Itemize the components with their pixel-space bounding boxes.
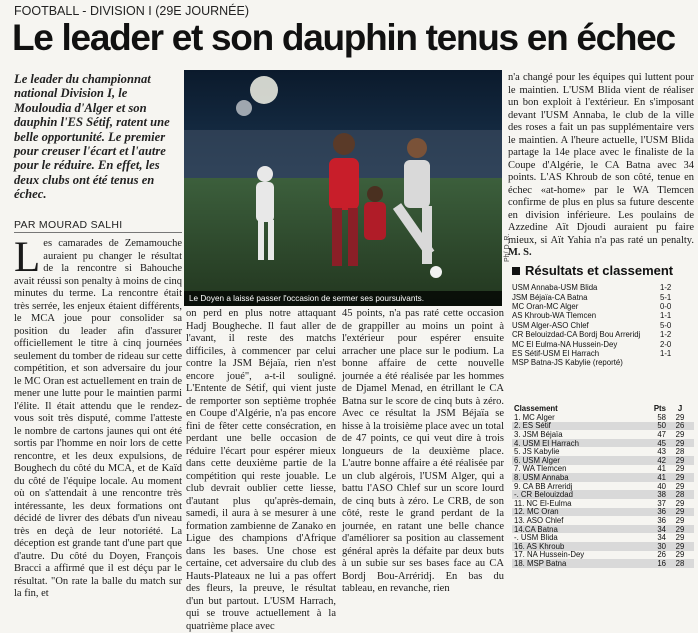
article-column-4: [508, 72, 694, 262]
article-column-3: 45 points, n'a pas raté cette occasion de grappiller au moins un point à l'extérieur pour espérer ensuite arracher une place sur le podium. La bonne affaire de cette nouvelle journée a été réalisée par les hommes de Djamel Menad, en étrillant le CA Batna sur le score de cinq buts à zéro. Avec ce résultat la JSM Béjaïa se hisse à la troisième place avec un total de 47 points, ce qui veut dire à trois longueurs de la deuxième place. L'autre bonne affaire a été réalisée par un club algérois, l'USM Alger, qui a battu l'ASO Chlef sur un score lourd de cinq buts à zéro. Le CRB, de son côté, reste le grand perdant de la journée, en ratant une belle chance d'améliorer sa position au classement général après la défaite par deux buts à un subie sur ses bases face au CA Bordj Bou-Arréridj. En bas du tableau, en revanche, rien: [342, 308, 504, 594]
standings-row: [512, 490, 694, 499]
standings-points: 58: [657, 412, 666, 422]
standings-team: 7. WA Tlemcen: [514, 464, 567, 474]
standings-points: 42: [657, 455, 666, 465]
standings-played: 29: [675, 507, 685, 517]
standings-played: 29: [675, 464, 685, 474]
standings-played: 29: [675, 438, 685, 448]
standings-points: 16: [657, 558, 666, 568]
standings-points: 34: [657, 524, 666, 534]
column-4-text: n'a changé pour les équipes qui luttent pour le maintien. L'USM Blida vient de réaliser un bon exploit à l'extérieur. En s'imposant devant l'USM Annaba, le club de la ville des roses a fait un pas supplémentaire vers le maintien. A l'heure actuelle, l'USM Blida partage la 14e place avec le finaliste de la Coupe d'Algérie, le CA Batna avec 34 points. L'AS Khroub de son côté, tenue en échec «at-home» par le WA Tlemcen confirme de plus en plus sa future descente en division inférieure. Les poulains de Azzedine Aït Djoudi auraient pu faire mieux, si Aït Yahia n'a pas raté un penalty.: [508, 72, 694, 246]
result-row: [512, 321, 694, 330]
standings-points: 26: [657, 550, 666, 560]
result-row: [512, 283, 694, 292]
standings-row: [512, 559, 694, 568]
standings-team: 11. NC El-Eulma: [514, 498, 572, 508]
standings-row: [512, 456, 694, 465]
standings-team: 8. USM Annaba: [514, 472, 569, 482]
standings-played: 29: [675, 541, 685, 551]
standings-team: 13. ASO Chlef: [514, 515, 564, 525]
results-section-title: Résultats et classement: [512, 263, 673, 278]
standings-played: 29: [675, 515, 685, 525]
result-score: 1-1: [660, 311, 672, 321]
byline-divider: [14, 232, 182, 233]
standings-played: 29: [675, 481, 685, 491]
result-match: MSP Batna-JS Kabylie (reporté): [512, 358, 623, 368]
standings-points: 41: [657, 464, 666, 474]
results-list: [512, 283, 694, 368]
result-row: [512, 349, 694, 358]
stadium-scene-image: [184, 70, 502, 306]
standings-points: 37: [657, 498, 666, 508]
result-match: USM Alger-ASO Chlef: [512, 320, 589, 330]
standings-points: 30: [657, 541, 666, 551]
standings-played: 29: [675, 412, 685, 422]
photo-caption: Le Doyen a laissé passer l'occasion de sermer ses poursuivants.: [184, 291, 502, 306]
standings-points: 41: [657, 472, 666, 482]
result-row: [512, 358, 694, 367]
standings-team: 18. MSP Batna: [514, 558, 567, 568]
standings-row: [512, 499, 694, 508]
drop-cap: L: [14, 234, 41, 281]
result-score: 1-2: [660, 330, 672, 340]
standings-team: 16. AS Khroub: [514, 541, 565, 551]
standings-team: 9. CA BB Arreridj: [514, 481, 573, 491]
standings-played: 28: [675, 558, 685, 568]
standings-row: [512, 551, 694, 560]
standings-team: 1. MC Alger: [514, 412, 555, 422]
standings-body: [512, 413, 694, 568]
standings-points: 38: [657, 490, 666, 500]
standings-team: 14.CA Batna: [514, 524, 558, 534]
standings-header: Classement Pts J: [514, 403, 683, 413]
standings-played: 29: [675, 533, 685, 543]
lede-paragraph: Le leader du championnat national Division I, le Mouloudia d'Alger et son dauphin l'ES Sétif, ratent une belle opportunité. Le premier pour creuser l'écart et l'autre pour le réduire. En effet, les deux clubs ont été tenus en échec.: [14, 72, 170, 202]
match-photo: [184, 70, 502, 306]
column-1-text: es camarades de Zemamouche auraient pu changer le résultat de la rencontre si Bahouche avait réussi son penalty à moins de cinq minutes du terme. La rencontre était très serrée, les enjeux étaient différents, le MCA joue pour consolider sa position du leader afin d'assurer officiellement le titre à cinq journées seulement du tomber de rideau sur cette compétition, et son adversaire du jour le MC Oran est actuellement en train de mener une lutte pour le maintien parmi l'élite. Il était attendu que le rendez-vous soit très disputé, comme l'atteste le nombre de cartons jaunes qui ont été sortis par l'homme en noir lors de cette rencontre, et les deux expulsions, de Boughech du côté du MCA, et de Kaïd du côté de l'équipe locale. Au moment où on s'attendait à une rencontre très intéressante, les deux formations ont décidé de livrer des débats d'un niveau très en deçà de leur notoriété. La déception est grande tant d'une part que d'autre. Du côté du Doyen, François Bracci a affirmé que il est déçu par le résultat. "On rate la balle du match sur la fin, et: [14, 238, 182, 599]
result-row: [512, 292, 694, 301]
standings-row: [512, 542, 694, 551]
standings-team: 5. JS Kabylie: [514, 447, 560, 457]
standings-played: 29: [675, 472, 685, 482]
result-row: [512, 339, 694, 348]
standings-row: [512, 422, 694, 431]
standings-played: 28: [675, 447, 685, 457]
standings-points: 40: [657, 481, 666, 491]
standings-table: [512, 403, 694, 568]
standings-team: 17. NA Hussein-Dey: [514, 550, 585, 560]
standings-points: 43: [657, 447, 666, 457]
standings-played: 29: [675, 524, 685, 534]
standings-team: -. USM Blida: [514, 533, 558, 543]
result-match: MC El Eulma-NA Hussein-Dey: [512, 339, 618, 349]
standings-played: 29: [675, 550, 685, 560]
standings-row: [512, 447, 694, 456]
square-bullet-icon: [512, 267, 520, 275]
standings-row: [512, 430, 694, 439]
standings-points: 45: [657, 438, 666, 448]
result-match: AS Khroub-WA Tlemcen: [512, 311, 597, 321]
standings-played: 29: [675, 455, 685, 465]
headline: Le leader et son dauphin tenus en échec: [12, 17, 675, 58]
standings-played: 28: [675, 490, 685, 500]
standings-played: 26: [675, 421, 685, 431]
article-column-1: [14, 234, 182, 599]
result-score: 5-1: [660, 292, 672, 302]
article-column-2: on perd en plus notre attaquant Hadj Bougheche. Il faut aller de l'avant, il reste des matchs difficiles, à commencer par celui contre la JSM Béjaïa, rien n'est encore joué", a-t-il souligné. L'Entente de Sétif, qui vient juste de remporter son septième trophée en Coupe d'Algérie, n'a pas encore fini de fêter cette consécration, en perdant une belle occasion de réduire l'écart pour espérer mieux dans cette deuxième partie de la compétition qui reste jouable. Le club devrait oublier cette liesse, d'autant plus qu'après-demain, samedi, il aura à se mesurer à une formation zambienne de Zanako en Ligue des champions d'Afrique dans les bases. Une chose est certaine, cet adversaire du club des Hauts-Plateaux ne lui a pas offert des fleurs, la preuve, le résultat d'un but partout. L'USM Harrach, qui se trouve actuellement à la quatrième place avec: [186, 308, 336, 632]
standings-row: [512, 533, 694, 542]
result-score: 2-0: [660, 339, 672, 349]
standings-row: [512, 516, 694, 525]
result-row: [512, 302, 694, 311]
standings-row: [512, 508, 694, 517]
result-row: [512, 330, 694, 339]
result-row: [512, 311, 694, 320]
standings-row: [512, 525, 694, 534]
result-score: 1-1: [660, 348, 672, 358]
section-rubric: FOOTBALL - DIVISION I (29E JOURNÉE): [14, 4, 249, 18]
standings-row: [512, 465, 694, 474]
standings-team: 3. JSM Béjaïa: [514, 429, 563, 439]
standings-team: 4. USM El Harrach: [514, 438, 579, 448]
standings-row: [512, 413, 694, 422]
standings-team: 12. MC Oran: [514, 507, 559, 517]
standings-points: 34: [657, 533, 666, 543]
photo-credit: Ph/ D. R.: [504, 233, 511, 262]
result-match: JSM Béjaïa-CA Batna: [512, 292, 588, 302]
standings-row: [512, 482, 694, 491]
standings-row: [512, 439, 694, 448]
result-score: 5-0: [660, 320, 672, 330]
standings-team: 6. USM Alger: [514, 455, 560, 465]
standings-played: 29: [675, 429, 685, 439]
author-initials: M. S.: [508, 247, 532, 258]
result-score: 1-2: [660, 283, 672, 293]
standings-points: 50: [657, 421, 666, 431]
standings-points: 36: [657, 515, 666, 525]
standings-row: [512, 473, 694, 482]
standings-team: 2. ES Sétif: [514, 421, 551, 431]
result-match: CR Belouizdad-CA Bordj Bou Arreridj: [512, 330, 641, 340]
result-match: MC Oran-MC Alger: [512, 301, 579, 311]
standings-points: 36: [657, 507, 666, 517]
result-score: 0-0: [660, 301, 672, 311]
result-match: USM Annaba-USM Blida: [512, 283, 598, 293]
standings-played: 29: [675, 498, 685, 508]
standings-points: 47: [657, 429, 666, 439]
byline: PAR MOURAD SALHI: [14, 219, 123, 231]
result-match: ES Sétif-USM El Harrach: [512, 348, 600, 358]
standings-team: -. CR Belouizdad: [514, 490, 573, 500]
